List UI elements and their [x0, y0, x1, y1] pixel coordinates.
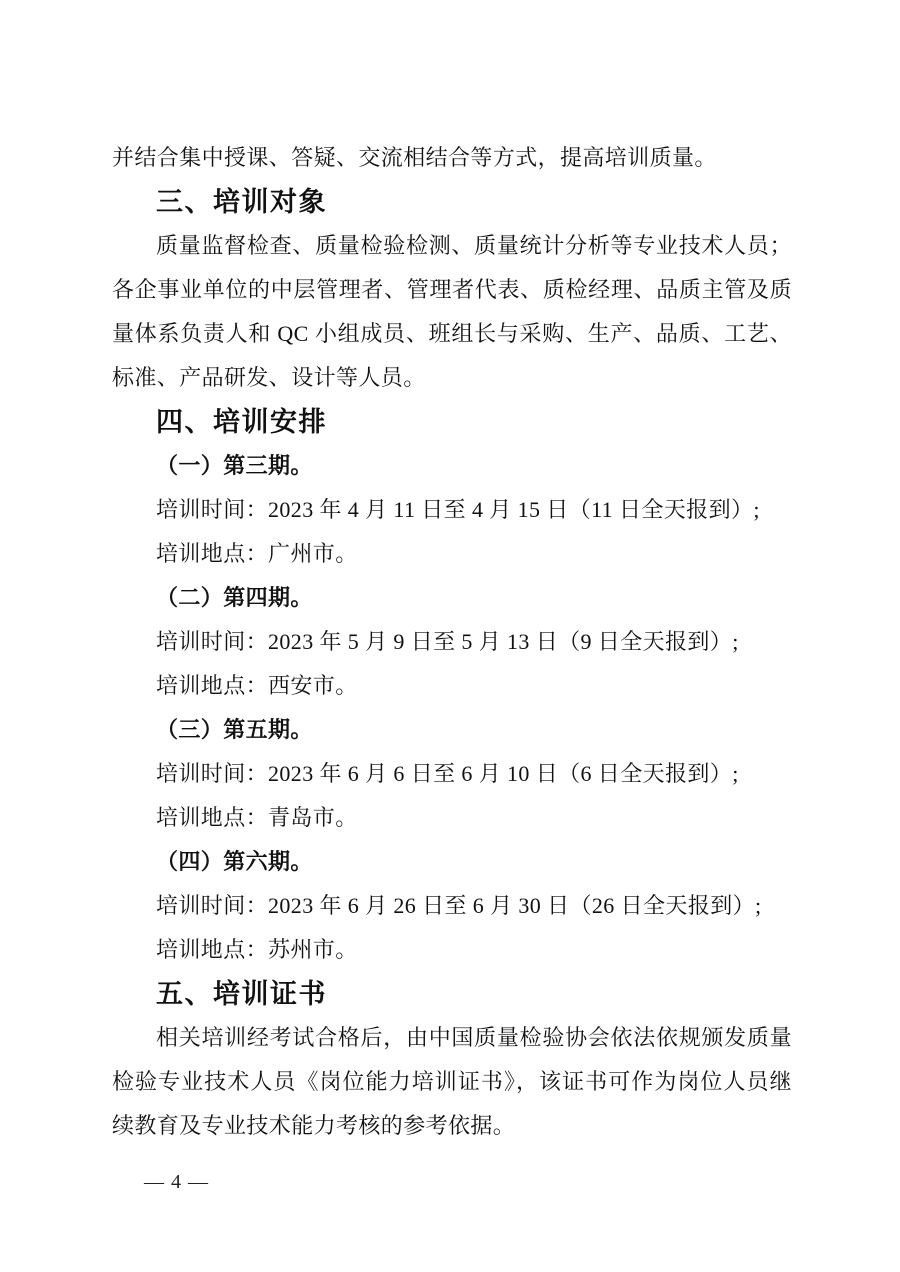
para-certificate-line-3: 续教育及专业技术能力考核的参考依据。	[112, 1113, 516, 1138]
subheading-session-five: （三）第五期。	[156, 717, 313, 742]
session-five-location: 培训地点：青岛市。	[156, 805, 358, 830]
subheading-session-three: （一）第三期。	[156, 453, 313, 478]
session-six-time: 培训时间：2023 年 6 月 26 日至 6 月 30 日（26 日全天报到）;	[156, 893, 762, 918]
document-content	[112, 136, 792, 1148]
para-certificate-line-1: 相关培训经考试合格后，由中国质量检验协会依法依规颁发质量	[156, 1025, 792, 1050]
session-five-time: 培训时间：2023 年 6 月 6 日至 6 月 10 日（6 日全天报到）;	[156, 761, 739, 786]
para-targets-line-3: 量体系负责人和 QC 小组成员、班组长与采购、生产、品质、工艺、	[112, 321, 792, 346]
subheading-session-four: （二）第四期。	[156, 585, 313, 610]
para-targets-line-2: 各企事业单位的中层管理者、管理者代表、质检经理、品质主管及质	[112, 277, 792, 302]
para-training-method-continuation: 并结合集中授课、答疑、交流相结合等方式，提高培训质量。	[112, 145, 717, 170]
session-three-location: 培训地点：广州市。	[156, 541, 358, 566]
heading-section-three: 三、培训对象	[156, 187, 327, 217]
subheading-session-six: （四）第六期。	[156, 849, 313, 874]
para-targets-line-1: 质量监督检查、质量检验检测、质量统计分析等专业技术人员；	[156, 233, 792, 258]
para-certificate-line-2: 检验专业技术人员《岗位能力培训证书》，该证书可作为岗位人员继	[112, 1069, 792, 1094]
session-four-location: 培训地点：西安市。	[156, 673, 358, 698]
session-three-time: 培训时间：2023 年 4 月 11 日至 4 月 15 日（11 日全天报到）;	[156, 497, 760, 522]
session-six-location: 培训地点：苏州市。	[156, 937, 358, 962]
session-four-time: 培训时间：2023 年 5 月 9 日至 5 月 13 日（9 日全天报到）;	[156, 629, 739, 654]
para-targets-line-4: 标准、产品研发、设计等人员。	[112, 365, 426, 390]
page-number: — 4 —	[144, 1171, 209, 1193]
heading-section-four: 四、培训安排	[156, 407, 327, 437]
heading-section-five: 五、培训证书	[156, 979, 327, 1009]
